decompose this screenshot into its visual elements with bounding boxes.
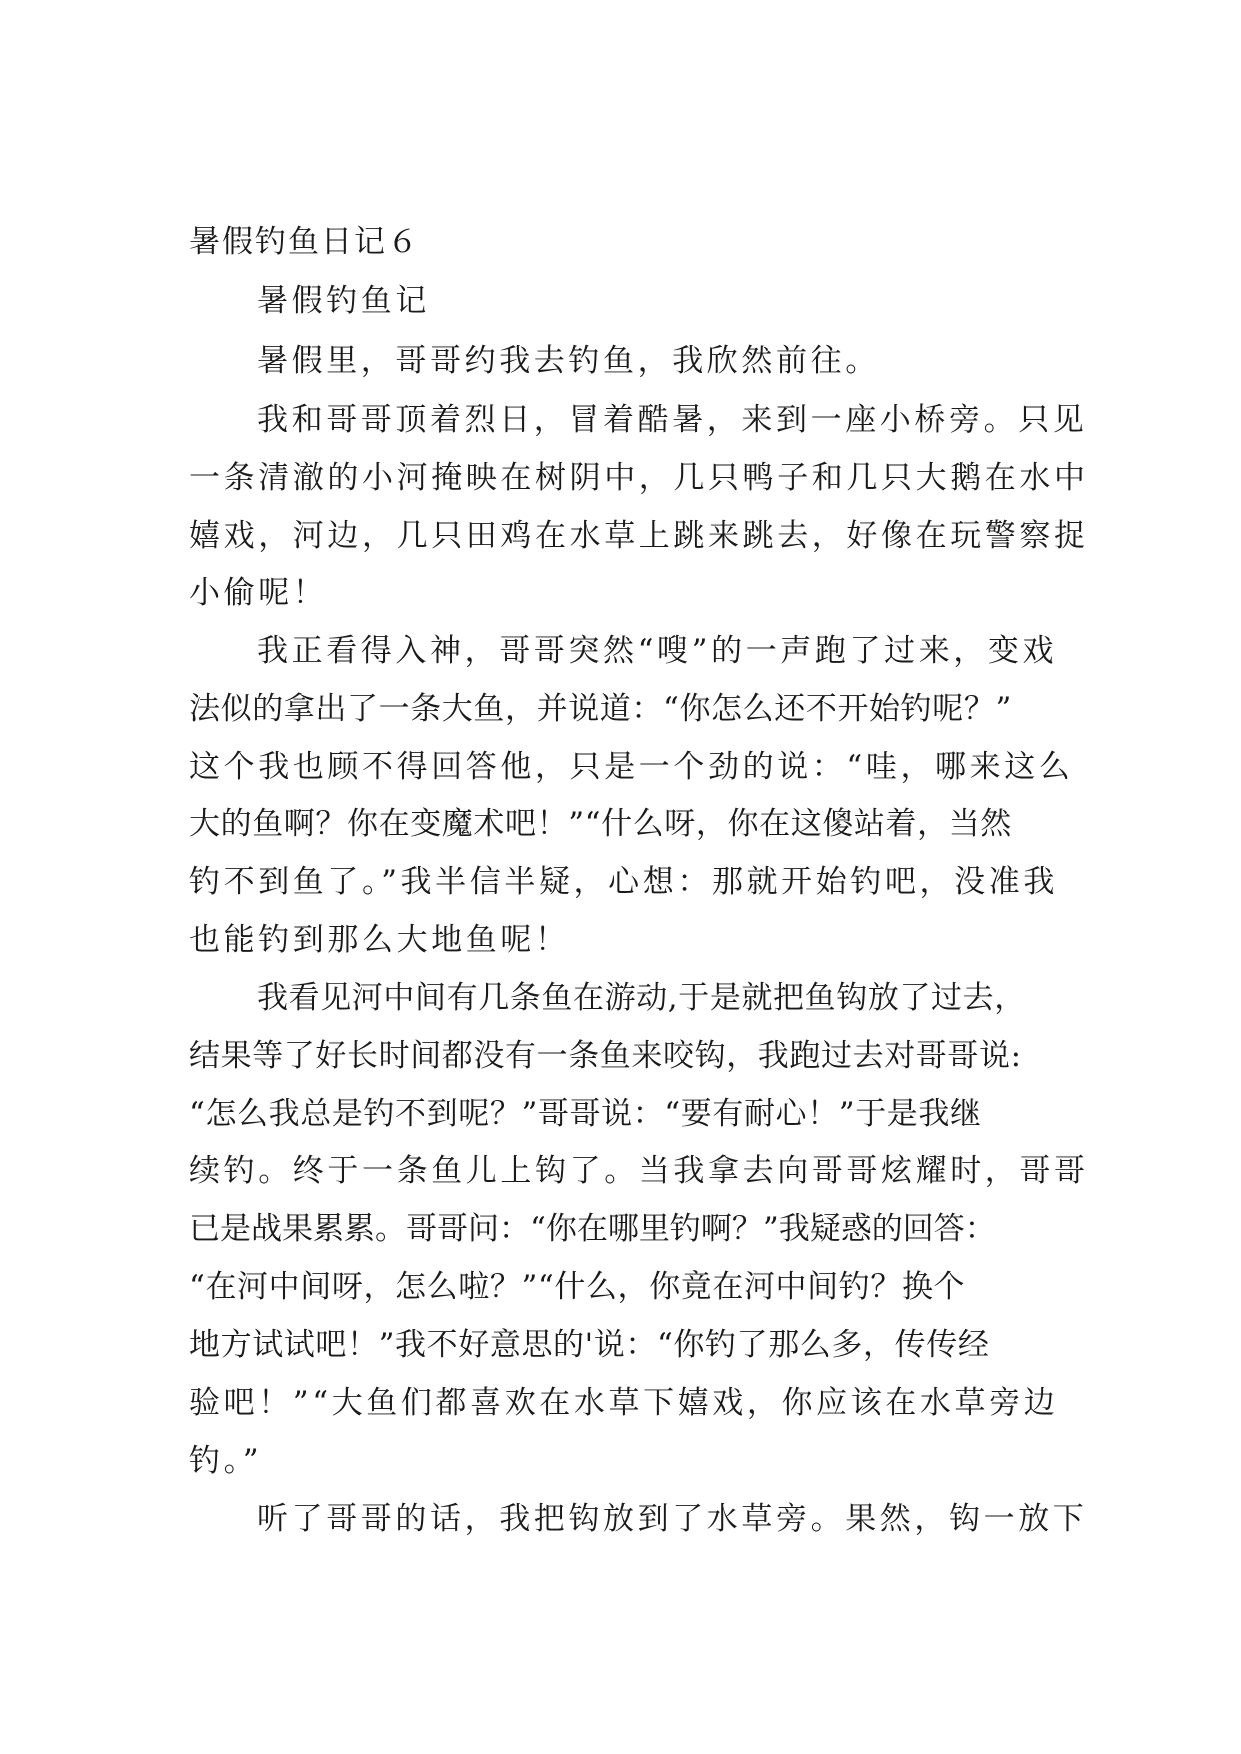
paragraph-4-line-8: 验吧！”“大鱼们都喜欢在水草下嬉戏，你应该在水草旁边 — [189, 1385, 1059, 1421]
paragraph-4-line-3: “怎么我总是钓不到呢？”哥哥说：“要有耐心！”于是我继 — [189, 1096, 982, 1132]
paragraph-4-line-5: 已是战果累累。哥哥问：“你在哪里钓啊？”我疑惑的回答： — [189, 1211, 996, 1247]
paragraph-4-line-6: “在河中间呀，怎么啦？”“什么，你竟在河中间钓？换个 — [189, 1269, 966, 1305]
paragraph-3-line-4: 大的鱼啊？你在变魔术吧！”“什么呀，你在这傻站着，当然 — [189, 806, 1012, 842]
document-heading: 暑假钓鱼日记６ — [189, 224, 420, 260]
paragraph-3-line-2: 法似的拿出了一条大鱼，并说道：“你怎么还不开始钓呢？” — [189, 691, 1012, 727]
paragraph-2-line-4: 小偷呢！ — [189, 575, 328, 611]
paragraph-3-line-1: 我正看得入神，哥哥突然“嗖”的一声跑了过来，变戏 — [257, 633, 1058, 669]
paragraph-4-line-9: 钓。” — [189, 1443, 263, 1479]
document-subtitle: 暑假钓鱼记 — [257, 283, 430, 319]
paragraph-4-line-1: 我看见河中间有几条鱼在游动,于是就把鱼钩放了过去， — [257, 980, 1026, 1016]
paragraph-2-line-1: 我和哥哥顶着烈日，冒着酷暑，来到一座小桥旁。只见 — [257, 402, 1088, 438]
paragraph-5-line-1: 听了哥哥的话，我把钩放到了水草旁。果然，钩一放下 — [257, 1501, 1088, 1537]
paragraph-4-line-4: 续钓。终于一条鱼儿上钩了。当我拿去向哥哥炫耀时，哥哥 — [189, 1153, 1089, 1189]
paragraph-4-line-7: 地方试试吧！”我不好意思的'说：“你钓了那么多，传传经 — [189, 1327, 990, 1363]
paragraph-2-line-2: 一条清澈的小河掩映在树阴中，几只鸭子和几只大鹅在水中 — [189, 460, 1089, 496]
paragraph-3-line-3: 这个我也顾不得回答他，只是一个劲的说：“哇，哪来这么 — [189, 749, 1074, 785]
paragraph-3-line-6: 也能钓到那么大地鱼呢！ — [189, 922, 570, 958]
paragraph-4-line-2: 结果等了好长时间都没有一条鱼来咬钩，我跑过去对哥哥说: — [189, 1038, 1022, 1074]
paragraph-2-line-3: 嬉戏，河边，几只田鸡在水草上跳来跳去，好像在玩警察捉 — [189, 518, 1089, 554]
paragraph-1-line-1: 暑假里，哥哥约我去钓鱼，我欣然前往。 — [257, 343, 880, 379]
paragraph-3-line-5: 钓不到鱼了。”我半信半疑，心想：那就开始钓吧，没准我 — [189, 864, 1058, 900]
